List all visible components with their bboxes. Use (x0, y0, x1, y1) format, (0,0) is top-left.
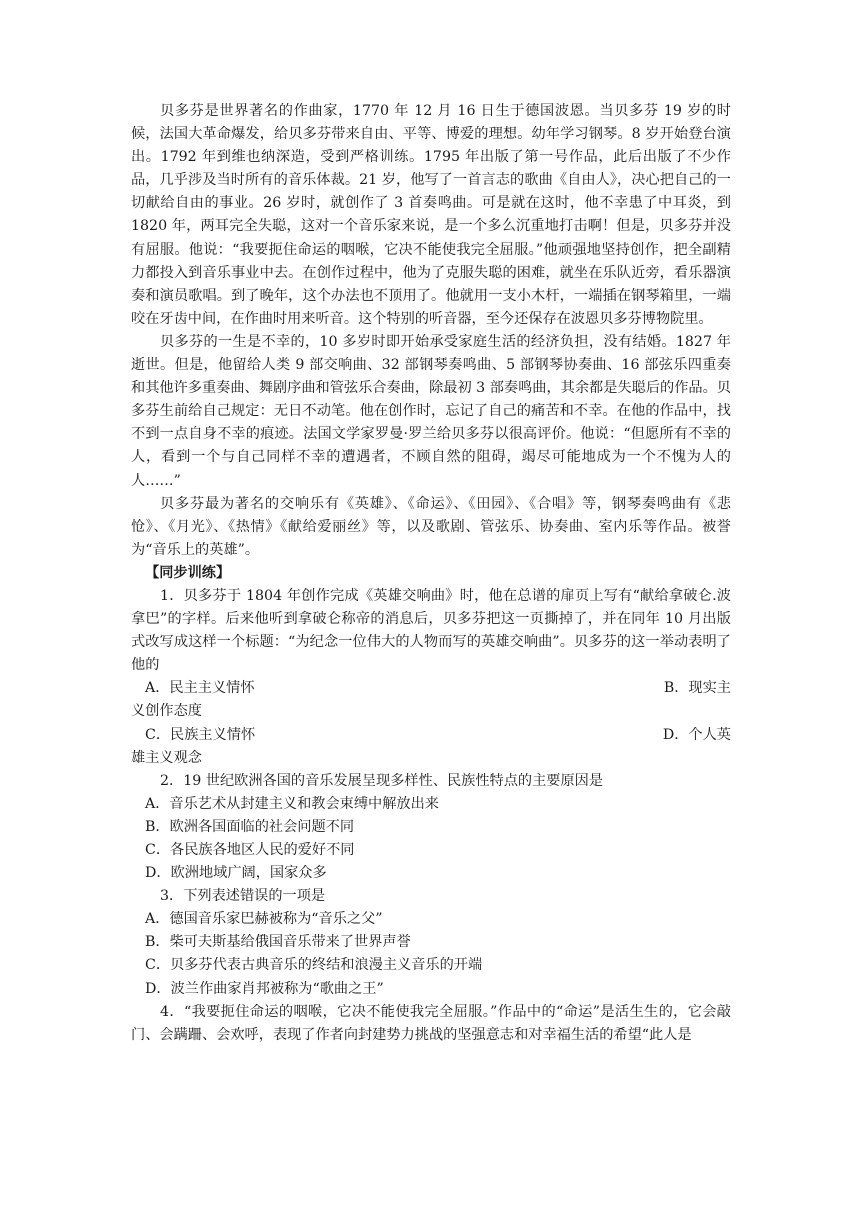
passage-paragraph-1: 贝多芬是世界著名的作曲家，1770 年 12 月 16 日生于德国波恩。当贝多芬 19 岁的时候，法国大革命爆发，给贝多芬带来自由、平等、博爱的理想。幼年学习钢琴。8 岁开始登台演出。1792 年到维也纳深造，受到严格训练。1795 年出版了第一号作品，此后出版了不少作品，几乎涉及当时所有的音乐体裁。21 岁，他写了一首言志的歌曲《自由人》，决心把自己的一切献给自由的事业。26 岁时，就创作了 3 首奏鸣曲。可是就在这时，他不幸患了中耳炎，到 1820 年，两耳完全失聪，这对一个音乐家来说，是一个多么沉重地打击啊！但是，贝多芬并没有屈服。他说：“我要扼住命运的咽喉，它决不能使我完全屈服。”他顽强地坚持创作，把全副精力都投入到音乐事业中去。在创作过程中，他为了克服失聪的困难，就坐在乐队近旁，看乐器演奏和演员歌唱。到了晚年，这个办法也不顶用了。他就用一支小木杆，一端插在钢琴箱里，一端咬在牙齿中间，在作曲时用来听音。这个特别的听音器，至今还保存在波恩贝多芬博物院里。 (131, 103, 731, 327)
question-2-option-a: A．音乐艺术从封建主义和教会束缚中解放出来 (145, 795, 439, 812)
passage-paragraph-3: 贝多芬最为著名的交响乐有《英雄》、《命运》、《田园》、《合唱》等，钢琴奏鸣曲有《悲怆》、《月光》、《热情》《献给爱丽丝》等，以及歌剧、管弦乐、协奏曲、室内乐等作品。被誉为“音乐上的英雄”。 (131, 495, 731, 558)
question-4-stem: 4．“我要扼住命运的咽喉，它决不能使我完全屈服。”作品中的“命运”是活生生的，它会敲门、会蹒跚、会欢呼，表现了作者向封建势力挑战的坚强意志和对幸福生活的希望“此人是 (131, 1003, 731, 1043)
question-2-option-d: D．欧洲地域广阔，国家众多 (145, 865, 327, 882)
question-1-option-b: B．现实主 (663, 680, 731, 697)
question-1-options-row-2 (131, 724, 731, 747)
question-1-option-d: D．个人英 (662, 726, 731, 743)
question-2-option-c: C．各民族各地区人民的爱好不同 (145, 842, 355, 858)
question-2-option-b: B．欧洲各国面临的社会问题不同 (145, 818, 355, 835)
passage-paragraph-2: 贝多芬的一生是不幸的，10 多岁时即开始承受家庭生活的经济负担，没有结婚。1827 年逝世。但是，他留给人类 9 部交响曲、32 部钢琴奏鸣曲、5 部钢琴协奏曲、16 部弦乐四重奏和其他许多重奏曲、舞剧序曲和管弦乐合奏曲，除最初 3 部奏鸣曲，其余都是失聪后的作品。贝多芬生前给自己规定：无日不动笔。他在创作时，忘记了自己的痛苦和不幸。在他的作品中，找不到一点自身不幸的痕迹。法国文学家罗曼·罗兰给贝多芬以很高评价。他说：“但愿所有不幸的人，看到一个与自己同样不幸的遭遇者，不顾自然的阻碍，竭尽可能地成为一个不愧为人的人……” (131, 333, 731, 489)
question-1-option-c: C．民族主义情怀 (145, 726, 256, 743)
question-1-stem: 1．贝多芬于 1804 年创作完成《英雄交响曲》时，他在总谱的扉页上写有“献给拿破仑.波拿巴”的字样。后来他听到拿破仑称帝的消息后，贝多芬把这一页撕掉了，并在同年 10 月出版式改写成这样一个标题：“为纪念一位伟大的人物而写的英雄交响曲”。贝多芬的这一举动表明了他的 (131, 587, 731, 674)
question-1-option-d-continued: 雄主义观念 (131, 749, 202, 766)
question-1-options-row-1 (131, 677, 731, 700)
question-1-option-b-continued: 义创作态度 (131, 703, 202, 720)
question-1-option-a: A．民主主义情怀 (145, 680, 255, 697)
question-2-stem: 2．19 世纪欧洲各国的音乐发展呈现多样性、民族性特点的主要原因是 (160, 772, 604, 789)
question-3-option-a: A．德国音乐家巴赫被称为“音乐之父” (145, 911, 383, 928)
document-body (131, 100, 731, 1047)
question-3-option-d: D．波兰作曲家肖邦被称为“歌曲之王” (145, 980, 384, 997)
question-3-option-c: C．贝多芬代表古典音乐的终结和浪漫主义音乐的开端 (145, 957, 483, 974)
question-3-stem: 3．下列表述错误的一项是 (160, 888, 326, 905)
section-heading: 【同步训练】 (145, 564, 231, 581)
question-3-option-b: B．柴可夫斯基给俄国音乐带来了世界声誉 (145, 934, 411, 951)
